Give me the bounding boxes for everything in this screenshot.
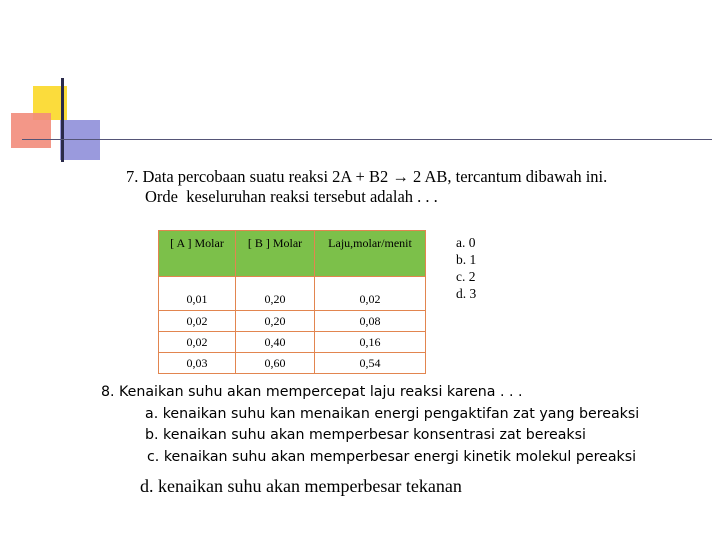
question7-line2: Orde keseluruhan reaksi tersebut adalah . . .	[145, 187, 438, 206]
logo-red-square	[11, 113, 51, 148]
table-header-b: [ B ] Molar	[236, 231, 315, 277]
table-cell: 0,03	[159, 353, 236, 374]
option-d: d. 3	[456, 286, 477, 301]
table-cell: 0,02	[159, 311, 236, 332]
logo-vertical-line	[61, 78, 64, 162]
table-header-row	[159, 231, 426, 277]
question8-option-d: d. kenaikan suhu akan memperbesar tekanan	[140, 476, 462, 496]
option-c: c. 2	[456, 269, 476, 284]
option-b: b. 1	[456, 252, 477, 267]
table-cell: 0,60	[236, 353, 315, 374]
table-cell: 0,16	[315, 332, 426, 353]
table-row	[159, 311, 426, 332]
table-row	[159, 332, 426, 353]
table-cell: 0,20	[236, 277, 315, 311]
question7-line1: 7. Data percobaan suatu reaksi 2A + B2 → 2 AB, tercantum dibawah ini.	[126, 167, 608, 186]
question8-block	[101, 382, 639, 468]
question8-option-a: a. kenaikan suhu kan menaikan energi pengaktifan zat yang bereaksi	[145, 405, 640, 422]
question8-option-c: c. kenaikan suhu akan memperbesar energi kinetik molekul pereaksi	[147, 448, 637, 465]
logo-blue-square	[60, 120, 100, 160]
table-cell: 0,20	[236, 311, 315, 332]
table-row	[159, 277, 426, 311]
table-cell: 0,02	[159, 332, 236, 353]
table-cell: 0,01	[159, 277, 236, 311]
reaction-data-table	[158, 230, 426, 374]
header-divider	[22, 139, 712, 140]
question8-stem: 8. Kenaikan suhu akan mempercepat laju reaksi karena . . .	[101, 384, 523, 400]
question8-option-b: b. kenaikan suhu akan memperbesar konsentrasi zat bereaksi	[145, 427, 586, 443]
question7-options	[456, 234, 476, 302]
table-cell: 0,02	[315, 277, 426, 311]
table-header-a: [ A ] Molar	[159, 231, 236, 277]
table-cell: 0,54	[315, 353, 426, 374]
table-header-rate: Laju,molar/menit	[315, 231, 426, 277]
table-row	[159, 353, 426, 374]
table-cell: 0,08	[315, 311, 426, 332]
option-a: a. 0	[456, 235, 476, 250]
table-cell: 0,40	[236, 332, 315, 353]
